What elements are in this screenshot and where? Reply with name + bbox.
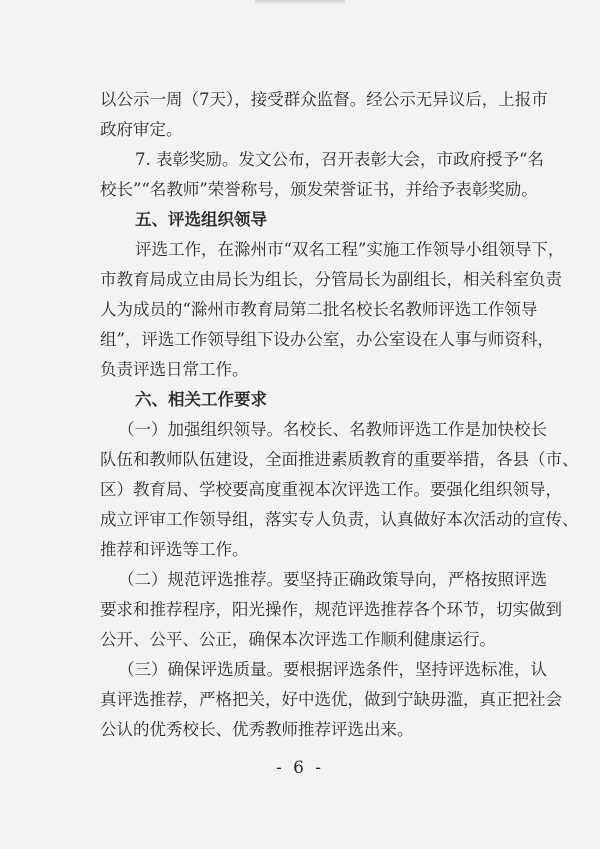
- text-line: [0, 566, 600, 594]
- text-line: [0, 506, 600, 534]
- text-line-content: （一）加强组织领导。名校长、名教师评选工作是加快校长: [118, 420, 547, 439]
- text-line-content: 7. 表彰奖励。发文公布，召开表彰大会，市政府授予“名: [135, 150, 544, 169]
- text-line: [0, 536, 600, 564]
- text-line: [0, 476, 600, 504]
- text-line: [0, 296, 600, 324]
- text-line-content: 以公示一周（7天），接受群众监督。经公示无异议后，上报市: [100, 90, 548, 109]
- text-line-content: 真评选推荐，严格把关，好中选优，做到宁缺毋滥，真正把社会: [100, 690, 562, 709]
- page-number: - 6 -: [275, 758, 325, 778]
- section-heading: [0, 386, 600, 414]
- text-line: [0, 356, 600, 384]
- text-line: [0, 176, 600, 204]
- text-line-content: 人为成员的“滁州市教育局第二批名校长名教师评选工作领导: [100, 300, 538, 319]
- text-line-content: 推荐和评选等工作。: [100, 540, 249, 559]
- section-heading-text: 五、评选组织领导: [135, 210, 267, 229]
- text-line-content: 区）教育局、学校要高度重视本次评选工作。要强化组织领导，: [100, 480, 562, 499]
- text-line: [0, 596, 600, 624]
- text-line: [0, 446, 600, 474]
- text-line-content: 市教育局成立由局长为组长，分管局长为副组长，相关科室负责: [100, 270, 562, 289]
- text-line: [0, 146, 600, 174]
- text-line: [0, 416, 600, 444]
- text-line-content: 评选工作，在滁州市“双名工程”实施工作领导小组领导下，: [135, 240, 565, 259]
- text-line-content: 公开、公平、公正，确保本次评选工作顺利健康运行。: [100, 630, 496, 649]
- scan-artifact: [255, 0, 345, 5]
- text-line: [0, 716, 600, 744]
- section-heading-text: 六、相关工作要求: [135, 390, 267, 409]
- text-line: [0, 236, 600, 264]
- text-line-content: 组”，评选工作领导组下设办公室，办公室设在人事与师资科，: [100, 330, 554, 349]
- text-line: [0, 326, 600, 354]
- text-line-content: 校长”“名教师”荣誉称号，颁发荣誉证书，并给予表彰奖励。: [100, 180, 538, 199]
- text-line-content: 成立评审工作领导组，落实专人负责，认真做好本次活动的宣传、: [100, 510, 579, 529]
- section-heading: [0, 206, 600, 234]
- text-line-content: 负责评选日常工作。: [100, 360, 249, 379]
- text-line-content: 队伍和教师队伍建设，全面推进素质教育的重要举措，各县（市、: [100, 450, 579, 469]
- text-line: [0, 266, 600, 294]
- text-line: [0, 686, 600, 714]
- text-line-content: 公认的优秀校长、优秀教师推荐评选出来。: [100, 720, 414, 739]
- text-line: [0, 116, 600, 144]
- text-line-content: 要求和推荐程序，阳光操作，规范评选推荐各个环节，切实做到: [100, 600, 562, 619]
- text-line: [0, 656, 600, 684]
- text-line-content: （三）确保评选质量。要根据评选条件，坚持评选标准，认: [118, 660, 547, 679]
- text-line: [0, 626, 600, 654]
- text-line-content: （二）规范评选推荐。要坚持正确政策导向，严格按照评选: [118, 570, 547, 589]
- text-line: [0, 86, 600, 114]
- text-line-content: 政府审定。: [100, 120, 183, 139]
